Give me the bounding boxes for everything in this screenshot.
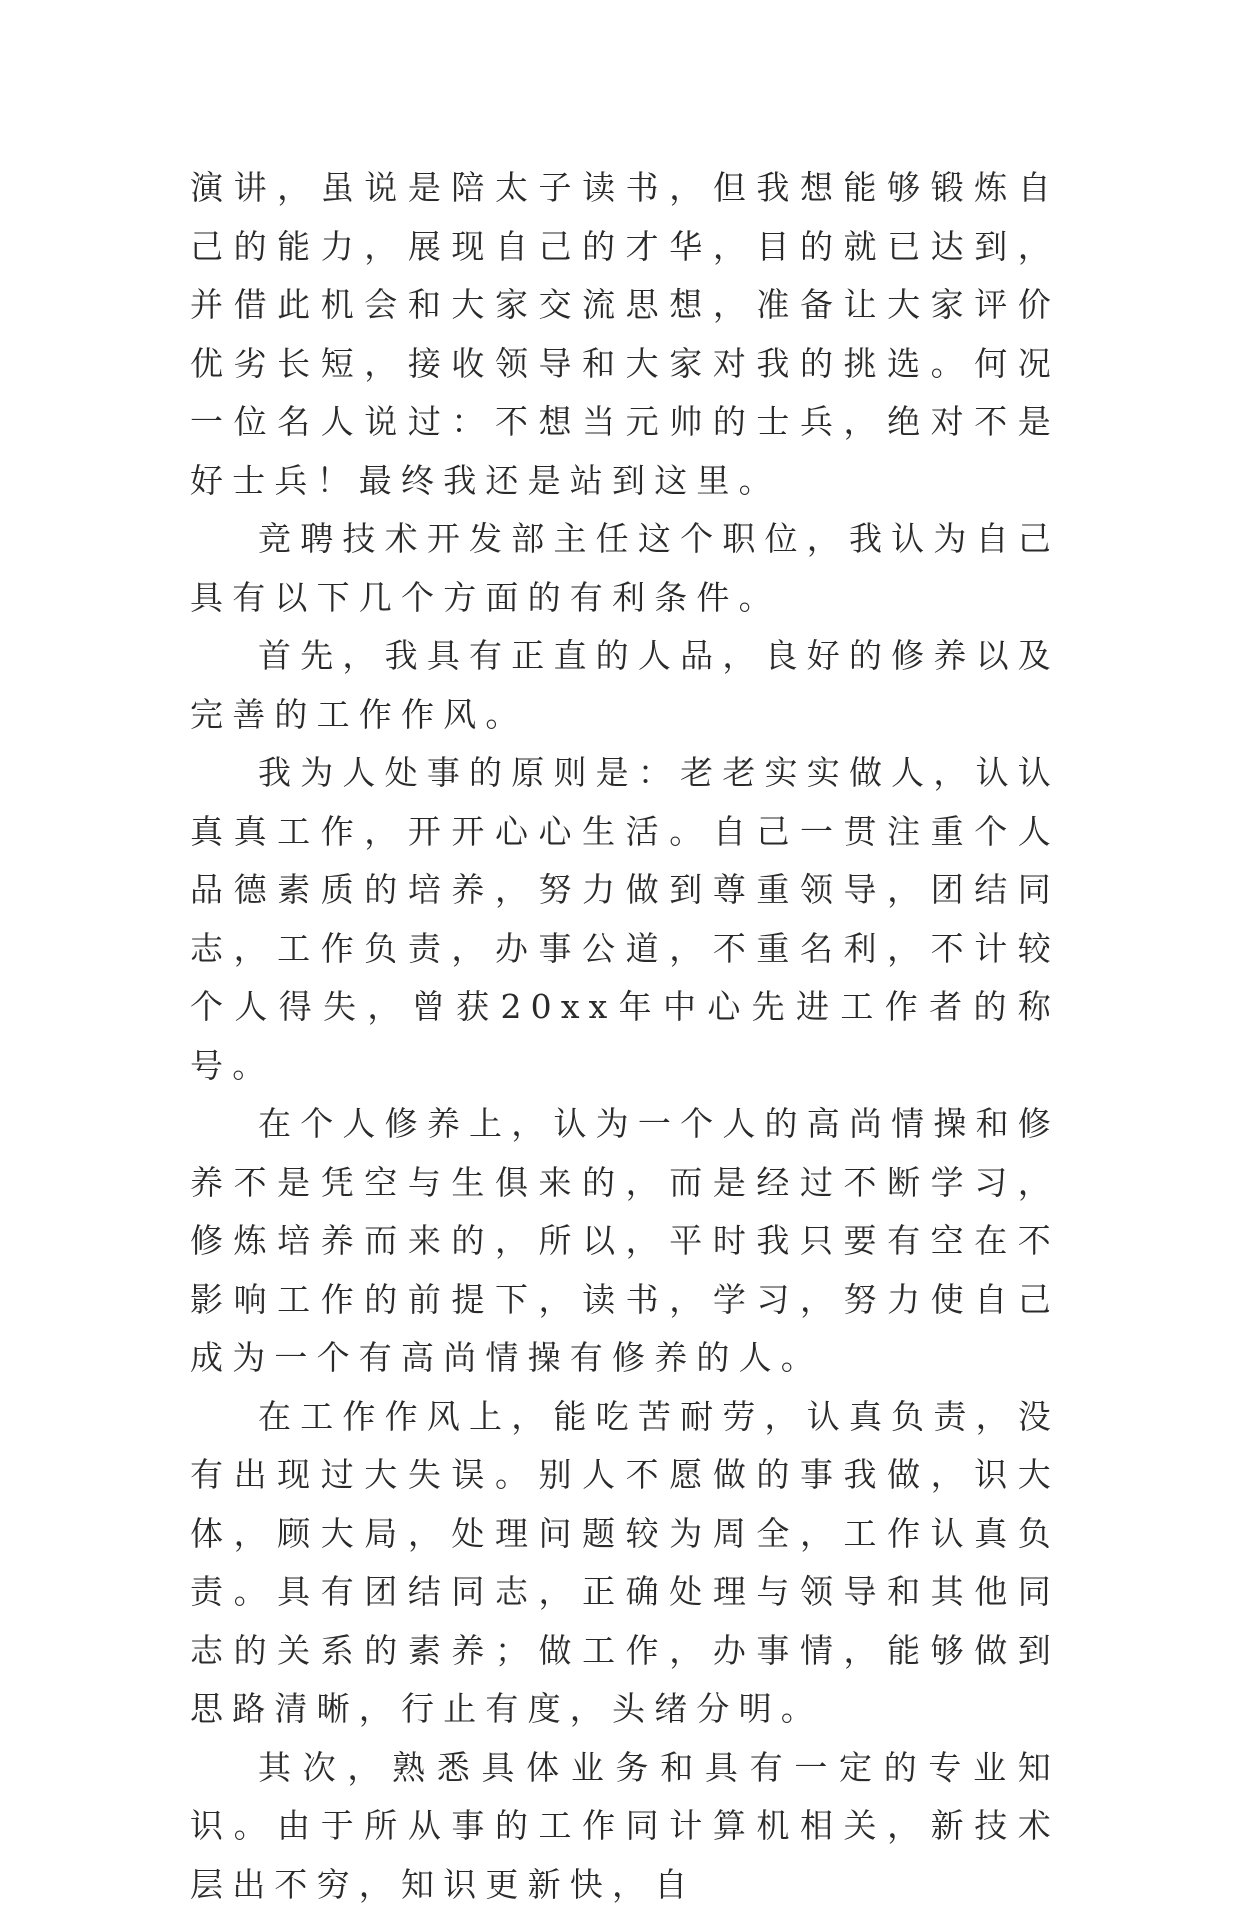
paragraph: 其次，熟悉具体业务和具有一定的专业知识。由于所从事的工作同计算机相关，新技术层出不穷，知识更新快，自 [190, 1739, 1060, 1914]
paragraph: 竞聘技术开发部主任这个职位，我认为自己具有以下几个方面的有利条件。 [190, 510, 1060, 627]
paragraph: 在工作作风上，能吃苦耐劳，认真负责，没有出现过大失误。别人不愿做的事我做，识大体，顾大局，处理问题较为周全，工作认真负责。具有团结同志，正确处理与领导和其他同志的关系的素养；做工作，办事情，能够做到思路清晰，行止有度，头绪分明。 [190, 1388, 1060, 1739]
paragraph: 我为人处事的原则是：老老实实做人，认认真真工作，开开心心生活。自己一贯注重个人品德素质的培养，努力做到尊重领导，团结同志，工作负责，办事公道，不重名利，不计较个人得失，曾获20xx年中心先进工作者的称号。 [190, 744, 1060, 1095]
paragraph: 首先，我具有正直的人品，良好的修养以及完善的工作作风。 [190, 627, 1060, 744]
paragraph: 在个人修养上，认为一个人的高尚情操和修养不是凭空与生俱来的，而是经过不断学习，修炼培养而来的，所以，平时我只要有空在不影响工作的前提下，读书，学习，努力使自己成为一个有高尚情操有修养的人。 [190, 1095, 1060, 1388]
document-body [190, 159, 1060, 1914]
paragraph: 演讲，虽说是陪太子读书，但我想能够锻炼自己的能力，展现自己的才华，目的就已达到，并借此机会和大家交流思想，准备让大家评价优劣长短，接收领导和大家对我的挑选。何况一位名人说过：不想当元帅的士兵，绝对不是好士兵！最终我还是站到这里。 [190, 159, 1060, 510]
